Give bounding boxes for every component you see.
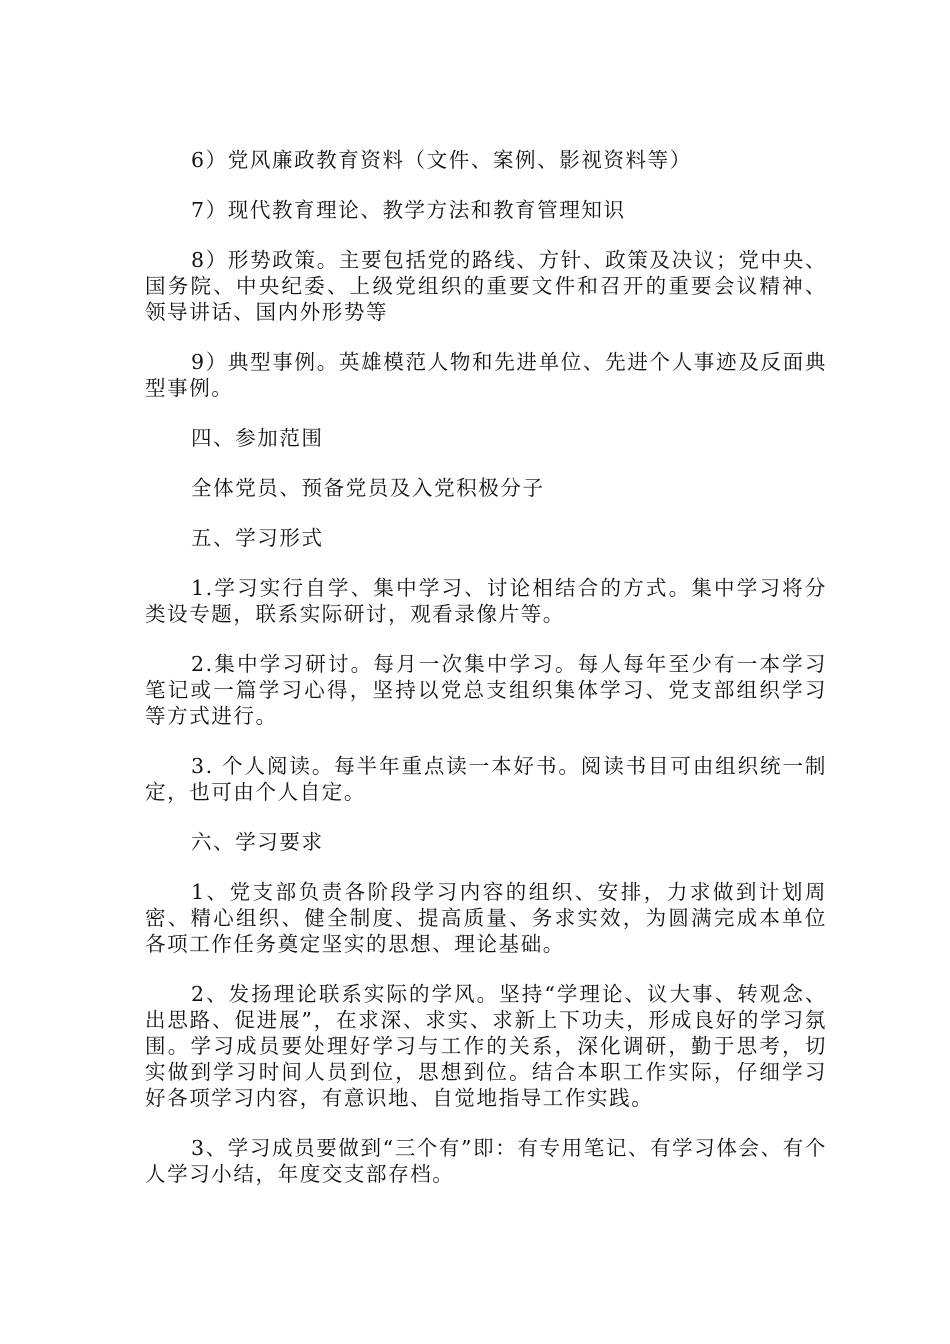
section-heading-learning-form: 五、学习形式	[191, 526, 324, 550]
paragraph-item-6: 6）党风廉政教育资料（文件、案例、影视资料等）	[191, 148, 692, 172]
learning-form-item-2: 2.集中学习研讨。每月一次集中学习。每人每年至少有一本学习笔记或一篇学习心得，坚持以党总支组织集体学习、党支部组织学习等方式进行。	[145, 652, 827, 728]
requirement-item-2: 2、发扬理论联系实际的学风。坚持“学理论、议大事、转观念、出思路、促进展”，在求深、求实、求新上下功夫，形成良好的学习氛围。学习成员要处理好学习与工作的关系，深化调研，勤于思考，切实做到学习时间人员到位，思想到位。结合本职工作实际，仔细学习好各项学习内容，有意识地、自觉地指导工作实践。	[145, 982, 827, 1110]
paragraph-item-7: 7）现代教育理论、教学方法和教育管理知识	[191, 198, 626, 222]
document-body	[145, 147, 827, 1211]
section-heading-participation: 四、参加范围	[191, 426, 324, 450]
paragraph-item-8: 8）形势政策。主要包括党的路线、方针、政策及决议；党中央、国务院、中央纪委、上级党组织的重要文件和召开的重要会议精神、领导讲话、国内外形势等	[145, 248, 827, 324]
learning-form-item-1: 1.学习实行自学、集中学习、讨论相结合的方式。集中学习将分类设专题，联系实际研讨，观看录像片等。	[145, 576, 827, 626]
paragraph-item-9: 9）典型事例。英雄模范人物和先进单位、先进个人事迹及反面典型事例。	[145, 350, 827, 400]
section-heading-learning-requirements: 六、学习要求	[191, 830, 324, 854]
participation-scope-text: 全体党员、预备党员及入党积极分子	[191, 476, 545, 500]
learning-form-item-3: 3. 个人阅读。每半年重点读一本好书。阅读书目可由组织统一制定，也可由个人自定。	[145, 754, 827, 804]
requirement-item-3: 3、学习成员要做到“三个有”即：有专用笔记、有学习体会、有个人学习小结，年度交支部存档。	[145, 1136, 827, 1186]
requirement-item-1: 1、党支部负责各阶段学习内容的组织、安排，力求做到计划周密、精心组织、健全制度、提高质量、务求实效，为圆满完成本单位各项工作任务奠定坚实的思想、理论基础。	[145, 880, 827, 956]
